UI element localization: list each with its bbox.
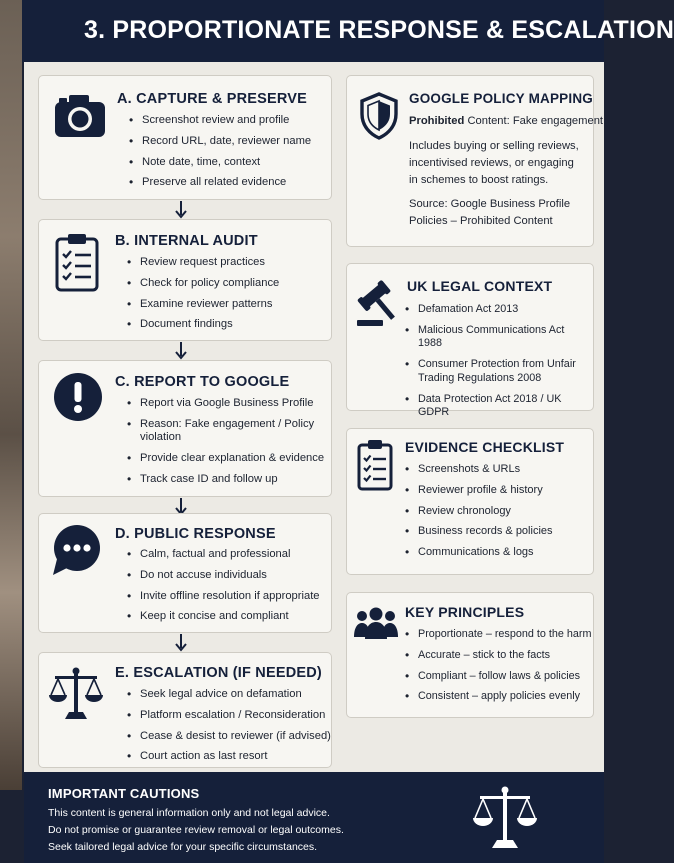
list-item: • Review request practices bbox=[127, 256, 327, 270]
list-item: • Calm, factual and professional bbox=[127, 548, 329, 562]
list-item: • Accurate – stick to the facts bbox=[405, 649, 593, 663]
prohibited-label: Prohibited bbox=[409, 115, 465, 127]
background-photo-edge bbox=[0, 0, 22, 790]
principles-title: KEY PRINCIPLES bbox=[405, 604, 525, 620]
list-item: • Record URL, date, reviewer name bbox=[129, 135, 329, 149]
step-list bbox=[127, 397, 327, 494]
content-panel bbox=[24, 62, 604, 772]
list-item: • Reviewer profile & history bbox=[405, 484, 591, 498]
list-item: • Malicious Communications Act 1988 bbox=[405, 324, 591, 351]
step-title: A. CAPTURE & PRESERVE bbox=[117, 91, 308, 107]
list-item: • Examine reviewer patterns bbox=[127, 298, 327, 312]
step-card-report bbox=[38, 360, 332, 497]
principles-list bbox=[405, 628, 593, 711]
list-item: • Invite offline resolution if appropriate bbox=[127, 590, 329, 604]
list-item: • Consumer Protection from Unfair Trading Regulations 2008 bbox=[405, 358, 591, 385]
caution-line: Do not promise or guarantee review removal or legal outcomes. bbox=[48, 824, 344, 836]
list-item: • Document findings bbox=[127, 318, 327, 332]
list-item: • Reason: Fake engagement / Policy violation bbox=[127, 418, 327, 445]
people-group-icon bbox=[353, 605, 399, 641]
list-item: • Data Protection Act 2018 / UK GDPR bbox=[405, 393, 591, 420]
list-item: • Proportionate – respond to the harm bbox=[405, 628, 593, 642]
caution-line: Seek tailored legal advice for your specific circumstances. bbox=[48, 841, 318, 853]
exclamation-icon bbox=[53, 372, 103, 422]
list-item: • Communications & logs bbox=[405, 546, 591, 560]
list-item: • Report via Google Business Profile bbox=[127, 397, 327, 411]
policy-source: Source: Google Business Profile Policies – Prohibited Content bbox=[409, 198, 571, 227]
step-title: E. ESCALATION (IF NEEDED) bbox=[115, 665, 322, 681]
camera-icon bbox=[53, 92, 107, 140]
list-item: • Court action as last resort bbox=[127, 750, 331, 764]
prohibited-value: Content: Fake engagement bbox=[467, 115, 604, 127]
evidence-title: EVIDENCE CHECKLIST bbox=[405, 439, 565, 455]
list-item: • Compliant – follow laws & policies bbox=[405, 670, 593, 684]
chat-bubble-icon bbox=[49, 523, 103, 577]
key-principles-card bbox=[346, 592, 594, 718]
legal-context-card bbox=[346, 263, 594, 419]
header-banner bbox=[22, 0, 674, 62]
list-item: • Defamation Act 2013 bbox=[405, 303, 591, 317]
cautions-title: IMPORTANT CAUTIONS bbox=[48, 786, 200, 801]
evidence-list bbox=[405, 463, 591, 567]
list-item: • Keep it concise and compliant bbox=[127, 610, 329, 624]
clipboard-checklist-icon bbox=[357, 439, 393, 491]
policy-description: Includes buying or selling reviews, incentivised reviews, or engaging in schemes to boost ratings. bbox=[409, 140, 579, 186]
list-item: • Screenshots & URLs bbox=[405, 463, 591, 477]
page-title: 3. PROPORTIONATE RESPONSE & ESCALATION bbox=[84, 16, 674, 44]
list-item: • Note date, time, context bbox=[129, 156, 329, 170]
list-item: • Provide clear explanation & evidence bbox=[127, 452, 327, 466]
scales-icon bbox=[47, 665, 105, 723]
list-item: • Review chronology bbox=[405, 505, 591, 519]
list-item: • Track case ID and follow up bbox=[127, 473, 327, 487]
step-title: D. PUBLIC RESPONSE bbox=[115, 526, 276, 542]
step-list bbox=[127, 256, 327, 339]
legal-list bbox=[405, 303, 591, 427]
list-item: • Do not accuse individuals bbox=[127, 569, 329, 583]
step-title: C. REPORT TO GOOGLE bbox=[115, 374, 290, 390]
list-item: • Consistent – apply policies evenly bbox=[405, 690, 593, 704]
list-item: • Preserve all related evidence bbox=[129, 176, 329, 190]
step-list bbox=[127, 548, 329, 631]
gavel-icon bbox=[355, 280, 403, 328]
arrow-down-icon bbox=[174, 341, 188, 361]
shield-icon bbox=[359, 92, 399, 140]
scales-icon bbox=[472, 784, 538, 852]
arrow-down-icon bbox=[174, 633, 188, 653]
prohibited-line bbox=[409, 113, 604, 130]
step-title: B. INTERNAL AUDIT bbox=[115, 233, 258, 249]
legal-title: UK LEGAL CONTEXT bbox=[407, 278, 553, 294]
step-card-audit bbox=[38, 219, 332, 341]
step-card-escalation bbox=[38, 652, 332, 768]
policy-title: GOOGLE POLICY MAPPING bbox=[409, 91, 593, 106]
list-item: • Seek legal advice on defamation bbox=[127, 688, 331, 702]
step-list bbox=[127, 688, 331, 771]
step-card-response bbox=[38, 513, 332, 633]
list-item: • Screenshot review and profile bbox=[129, 114, 329, 128]
list-item: • Business records & policies bbox=[405, 525, 591, 539]
step-card-capture bbox=[38, 75, 332, 200]
caution-line: This content is general information only and not legal advice. bbox=[48, 807, 330, 819]
step-list bbox=[129, 114, 329, 197]
evidence-checklist-card bbox=[346, 428, 594, 575]
policy-mapping-card bbox=[346, 75, 604, 247]
clipboard-checklist-icon bbox=[55, 232, 99, 292]
list-item: • Cease & desist to reviewer (if advised) bbox=[127, 730, 331, 744]
cautions-footer bbox=[24, 772, 604, 863]
list-item: • Platform escalation / Reconsideration bbox=[127, 709, 331, 723]
arrow-down-icon bbox=[174, 200, 188, 220]
list-item: • Check for policy compliance bbox=[127, 277, 327, 291]
